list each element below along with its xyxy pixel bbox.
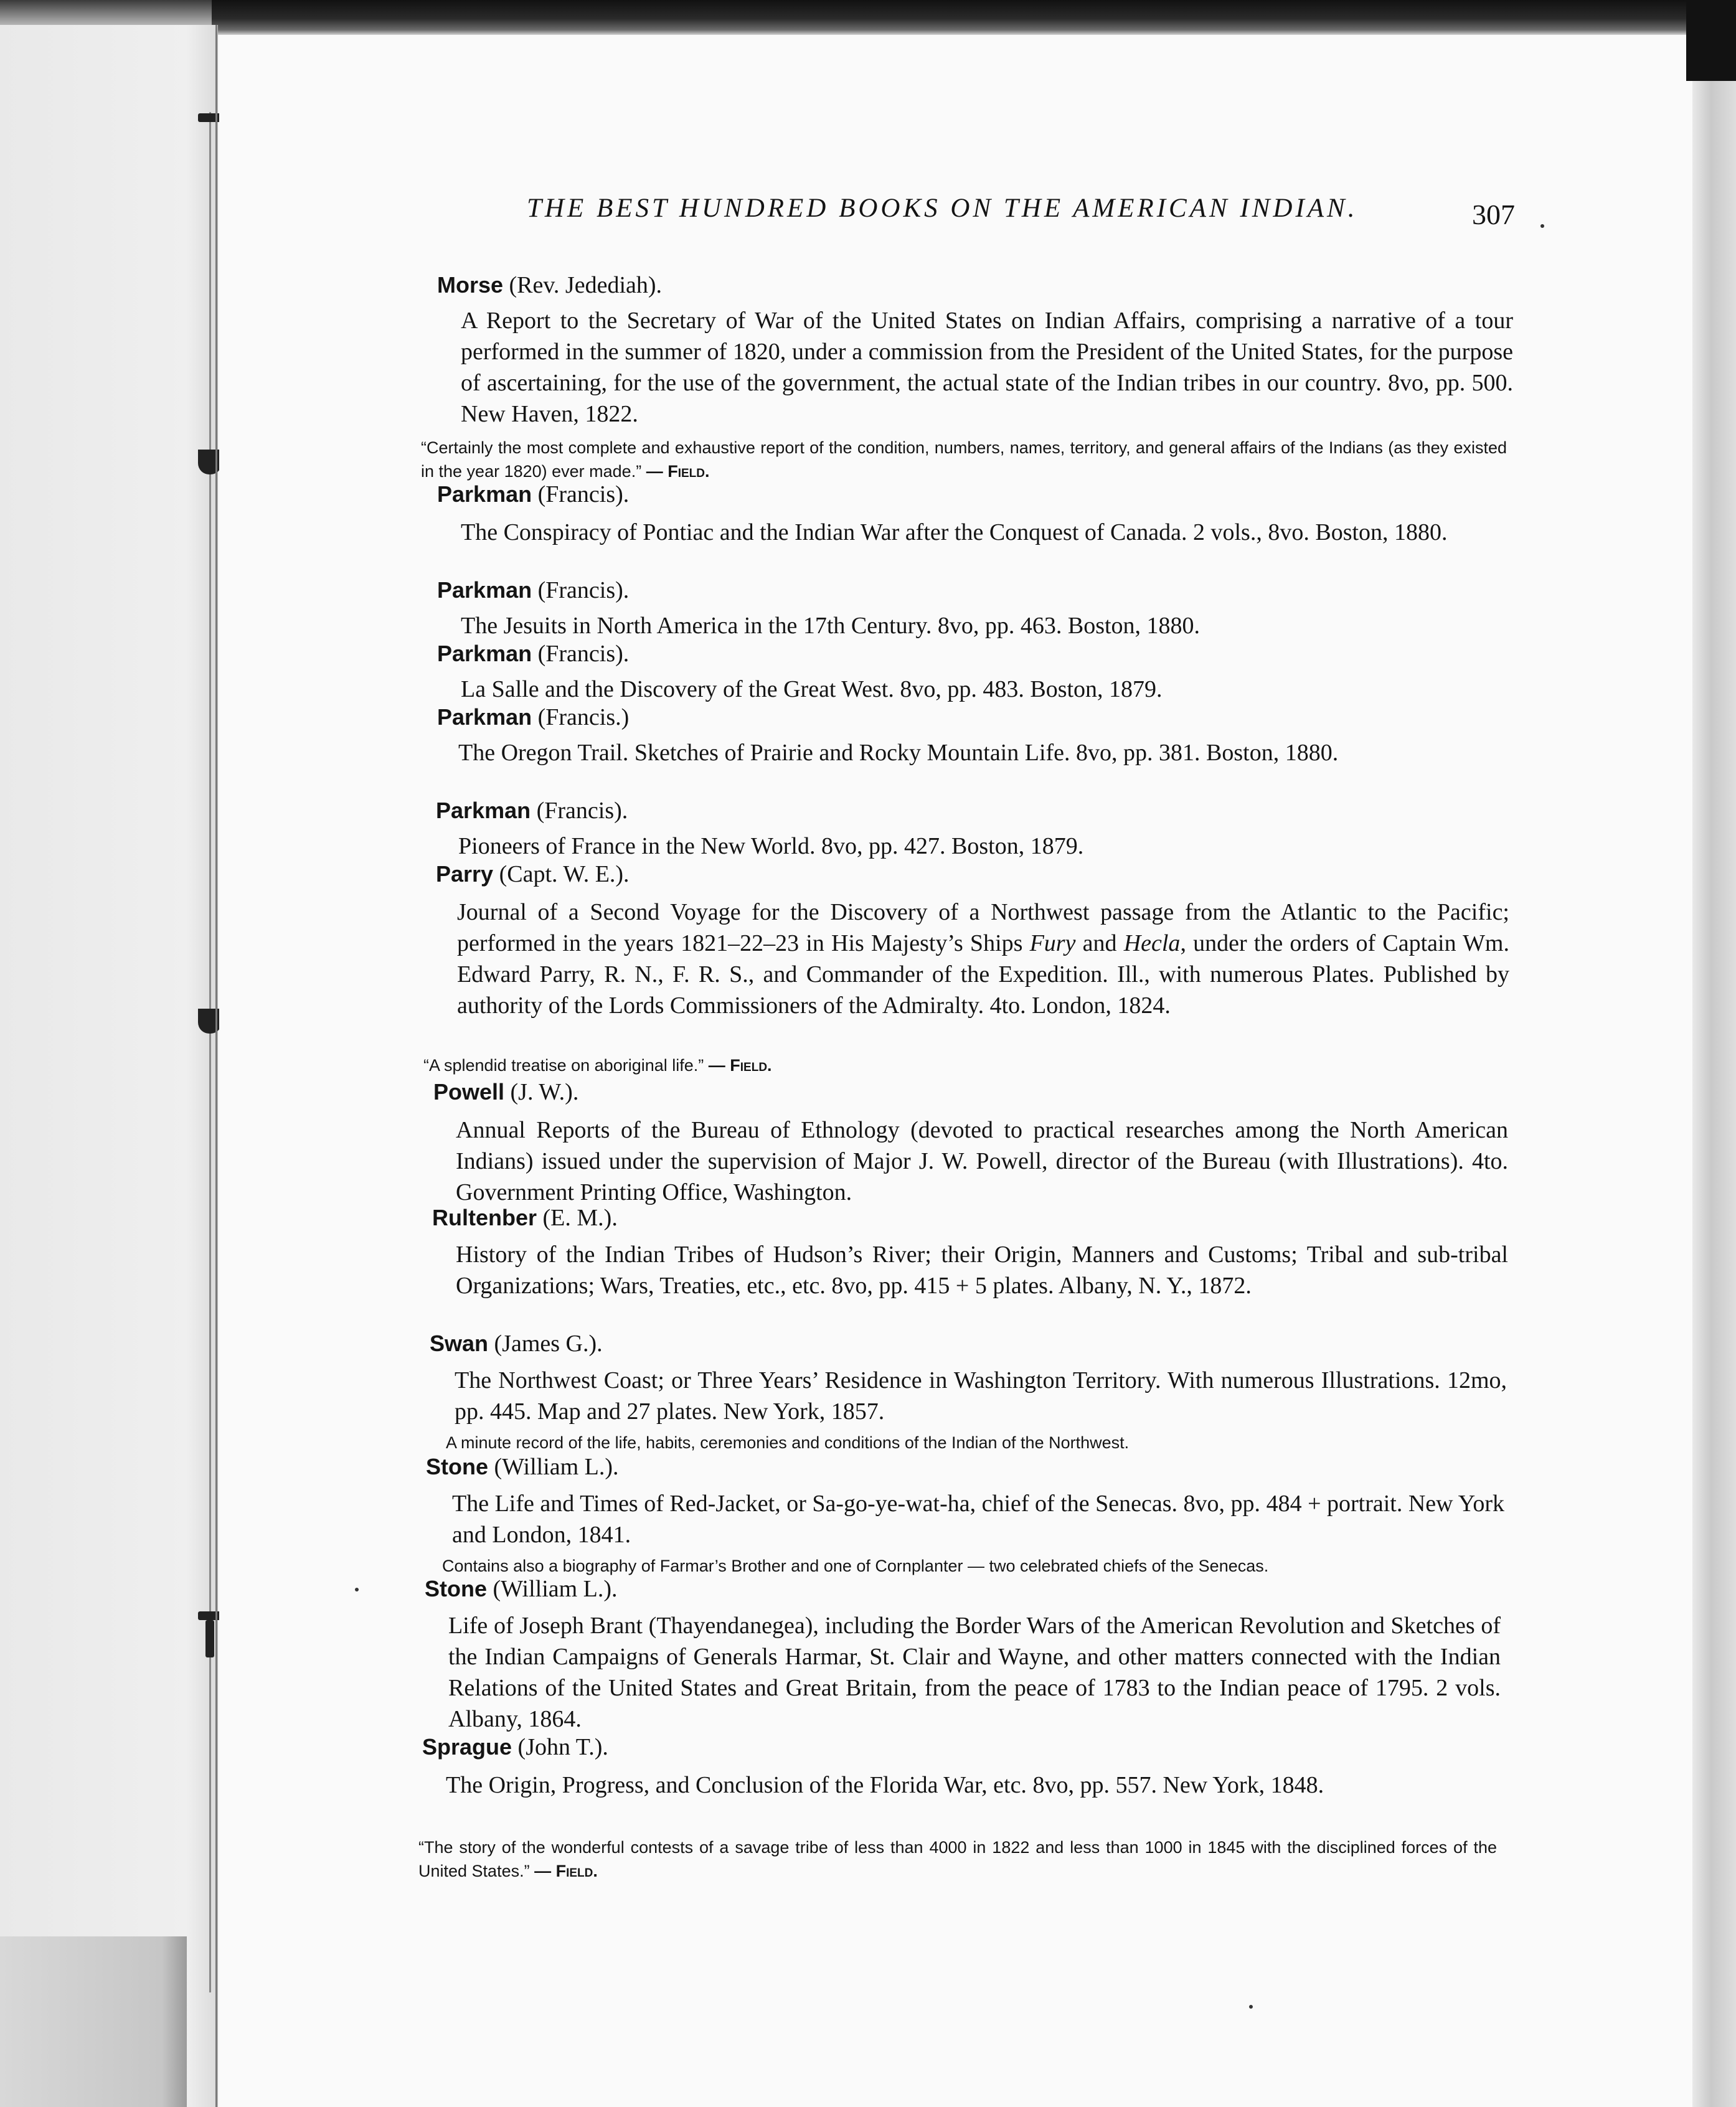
binding-thread — [209, 112, 211, 1992]
entry-description — [458, 831, 1517, 862]
entry-heading — [437, 577, 629, 604]
entry-heading — [436, 797, 628, 824]
note-text: Contains also a biography of Farmar’s Brother and one of Cornplanter — two celebrated chiefs of the Senecas. — [442, 1557, 1269, 1575]
author-detail: (William L.). — [494, 1454, 619, 1480]
note-source: — Field. — [646, 462, 710, 481]
entry-note — [446, 1431, 1129, 1454]
binding-edge — [0, 1936, 187, 2107]
entry-description — [452, 1488, 1504, 1550]
entry-publication: 4to. Government Printing Office, Washington. — [456, 1148, 1509, 1205]
entry-note — [421, 436, 1507, 483]
print-speck — [355, 1588, 359, 1591]
entry-title: The Oregon Trail. Sketches of Prairie and Rocky Mountain Life. — [458, 740, 1070, 766]
scan-top-edge — [212, 0, 1736, 35]
entry-description — [461, 610, 1519, 641]
entry-title: La Salle and the Discovery of the Great West. — [461, 676, 894, 702]
entry-title: History of the Indian Tribes of Hudson’s River; their Origin, Manners and Customs; Tribal and sub-tribal Organizations; Wars, Treaties, etc., etc. — [456, 1242, 1508, 1299]
author-surname: Morse — [437, 272, 504, 298]
entry-publication: 8vo, pp. 463. Boston, 1880. — [937, 613, 1201, 639]
entry-title: The Jesuits in North America in the 17th Century. — [461, 613, 932, 639]
entry-publication: 8vo, pp. 415 + 5 plates. Albany, N. Y., 1872. — [831, 1273, 1252, 1299]
entry-heading — [426, 1453, 619, 1481]
entry-heading — [437, 640, 629, 667]
author-surname: Stone — [425, 1576, 488, 1601]
print-speck — [1540, 224, 1544, 228]
spine-fold — [215, 25, 217, 2107]
note-text: A minute record of the life, habits, ceremonies and conditions of the Indian of the Northwest. — [446, 1433, 1130, 1452]
author-detail: (James G.). — [494, 1331, 603, 1357]
entry-publication: 2 vols., 8vo. Boston, 1880. — [1193, 519, 1448, 545]
entry-title: The Life and Times of Red-Jacket, or Sa-go-ye-wat-ha, chief of the Senecas. — [452, 1491, 1178, 1517]
entry-heading — [437, 704, 629, 731]
author-surname: Parkman — [437, 704, 532, 730]
author-detail: (Francis). — [537, 577, 630, 603]
binding-stitch — [198, 1611, 222, 1620]
author-detail: (J. W.). — [510, 1079, 579, 1105]
entry-description — [461, 517, 1507, 548]
entry-publication: 8vo, pp. 427. Boston, 1879. — [821, 833, 1084, 859]
entry-title: Annual Reports of the Bureau of Ethnology (devoted to practical researches among the North American Indians) issued under the supervision of Major J. W. Powell, director of the Bureau (with Illustrations). — [456, 1117, 1508, 1174]
note-text: “The story of the wonderful contests of a savage tribe of less than 4000 in 1822 and less than 1000 in 1845 with the disciplined forces of the United States.” — [418, 1838, 1497, 1880]
author-detail: (John T.). — [517, 1734, 608, 1760]
ship-name: Fury — [1029, 930, 1076, 956]
entry-heading — [430, 1330, 603, 1357]
entry-publication: 8vo, pp. 381. Boston, 1880. — [1076, 740, 1339, 766]
entry-description — [458, 737, 1504, 768]
facing-page — [0, 25, 218, 2107]
binding-stitch — [198, 450, 222, 474]
note-source: — Field. — [708, 1056, 772, 1075]
author-surname: Parkman — [437, 641, 532, 666]
entry-description — [461, 674, 1519, 705]
note-text: “A splendid treatise on aboriginal life.” — [423, 1056, 704, 1075]
author-surname: Parkman — [437, 481, 532, 507]
entry-description — [456, 1239, 1508, 1301]
entry-heading — [425, 1575, 618, 1603]
entry-title: The Origin, Progress, and Conclusion of the Florida War, etc. — [446, 1772, 1027, 1798]
entry-title: Life of Joseph Brant (Thayendanegea), including the Border Wars of the American Revolution and Sketches of the Indian Campaigns of Generals Harmar, St. Clair and Wayne, and other matters connected with the Indian Relations of the United States and Great Britain, from the peace of 1783 to the Indian peace of 1795. — [448, 1613, 1501, 1701]
entry-publication: 12mo, pp. 445. Map and 27 plates. New York, 1857. — [455, 1367, 1507, 1425]
author-surname: Parry — [436, 861, 494, 887]
author-detail: (Francis.) — [537, 704, 630, 730]
entry-note — [418, 1836, 1497, 1883]
note-text: “Certainly the most complete and exhaustive report of the condition, numbers, names, territory, and general affairs of the Indians (as they existed in the year 1820) ever made.” — [421, 438, 1507, 481]
entry-heading — [432, 1204, 618, 1232]
page-right-edge — [1692, 68, 1736, 2107]
entry-title: Journal of a Second Voyage for the Discovery of a Northwest passage from the Atlantic to the Pacific; performed in the years 1821–22–23 in His Majesty’s Ships — [457, 899, 1509, 956]
page-number: 307 — [1472, 199, 1515, 230]
entry-title-rest: , under the orders of Captain Wm. Edward Parry, R. N., F. R. S., and Commander of the Expedition. Ill., with numerous Plates. Published by authority of the Lords Commissioners of the Admiralty. — [457, 930, 1509, 1019]
entry-description — [448, 1610, 1501, 1735]
running-head: THE BEST HUNDRED BOOKS ON THE AMERICAN INDIAN. — [527, 194, 1358, 223]
entry-note — [423, 1054, 772, 1077]
author-detail: (Francis). — [537, 481, 630, 507]
author-detail: (Francis). — [537, 641, 630, 667]
entry-heading — [437, 271, 662, 299]
scan-top-right-shadow — [1686, 0, 1736, 81]
entry-publication: 8vo, pp. 557. New York, 1848. — [1032, 1772, 1324, 1798]
entry-note — [442, 1554, 1268, 1578]
author-detail: (E. M.). — [542, 1205, 618, 1231]
entry-title: The Conspiracy of Pontiac and the Indian War after the Conquest of Canada. — [461, 519, 1187, 545]
entry-title: The Northwest Coast; or Three Years’ Residence in Washington Territory. With numerous Illustrations. — [455, 1367, 1440, 1393]
entry-publication: 8vo, pp. 483. Boston, 1879. — [900, 676, 1163, 702]
entry-heading — [433, 1078, 578, 1106]
print-speck — [1249, 2005, 1253, 2009]
entry-description — [455, 1365, 1507, 1427]
entry-publication: 4to. London, 1824. — [989, 992, 1171, 1019]
entry-title: A Report to the Secretary of War of the United States on Indian Affairs, comprising a narrative of a tour performed in the summer of 1820, under a commission from the President of the United States, for the purpose of ascertaining, for the use of the government, the actual state of the Indian tribes in our country. — [461, 308, 1513, 396]
entry-description — [446, 1770, 1498, 1801]
binding-stitch — [205, 1620, 214, 1657]
entry-heading — [422, 1733, 608, 1761]
author-detail: (Capt. W. E.). — [499, 861, 630, 887]
entry-heading — [436, 860, 630, 888]
author-detail: (William L.). — [493, 1576, 618, 1602]
entry-title: Pioneers of France in the New World. — [458, 833, 816, 859]
author-surname: Rultenber — [432, 1205, 537, 1230]
entry-publication: 8vo, pp. 500. New Haven, 1822. — [461, 370, 1513, 427]
author-detail: (Rev. Jedediah). — [509, 272, 663, 298]
entry-publication: 2 vols. Albany, 1864. — [448, 1675, 1501, 1732]
entry-heading — [437, 481, 629, 508]
author-surname: Sprague — [422, 1734, 512, 1760]
author-detail: (Francis). — [536, 798, 628, 824]
binding-stitch — [198, 113, 222, 122]
author-surname: Swan — [430, 1331, 489, 1356]
entry-publication: 8vo, pp. 484 + portrait. New York and London, 1841. — [452, 1491, 1505, 1548]
entry-description — [456, 1115, 1508, 1208]
author-surname: Stone — [426, 1454, 489, 1479]
author-surname: Powell — [433, 1079, 505, 1105]
ship-name: Hecla — [1123, 930, 1181, 956]
note-source: — Field. — [534, 1862, 598, 1880]
binding-stitch — [198, 1009, 222, 1034]
entry-description — [457, 897, 1509, 1021]
author-surname: Parkman — [437, 577, 532, 603]
entry-title-joiner: and — [1075, 930, 1124, 956]
author-surname: Parkman — [436, 798, 531, 823]
entry-description — [461, 305, 1513, 430]
